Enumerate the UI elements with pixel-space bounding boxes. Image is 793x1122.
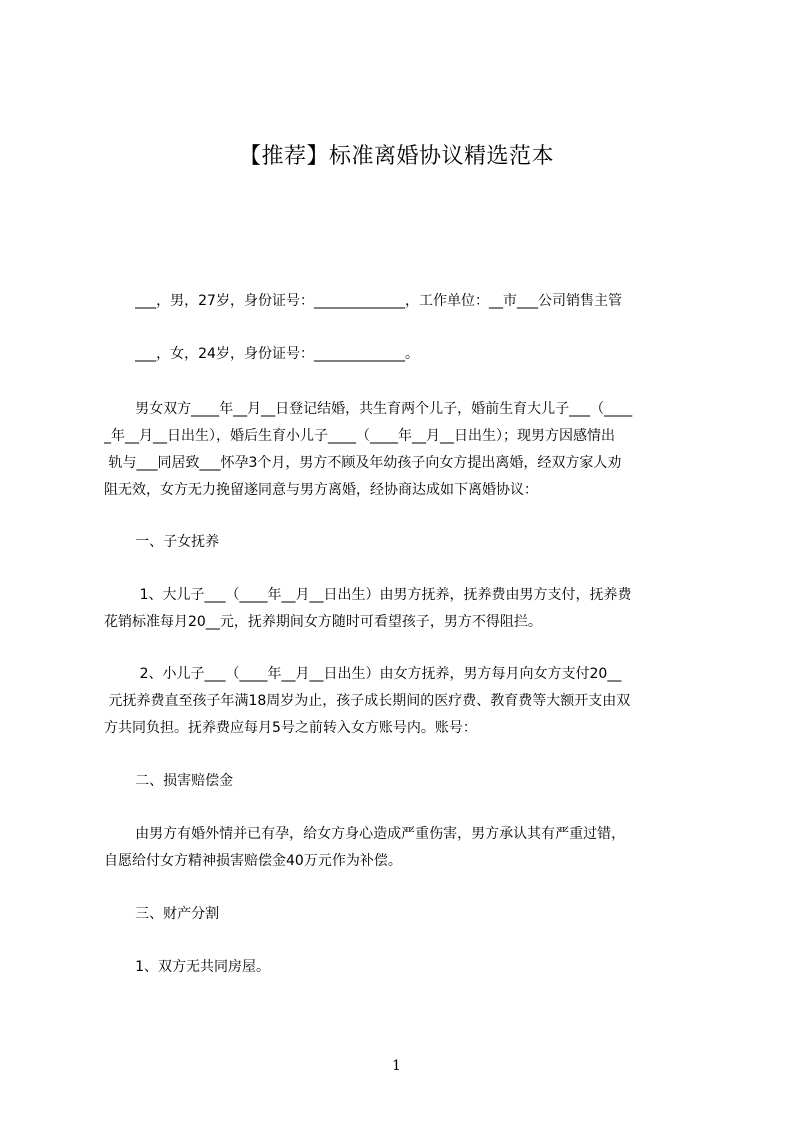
clause-2-line-3: 方共同负担。抚养费应每月5号之前转入女方账号内。账号： [104,720,477,736]
clause-1-line-2: 花销标准每月20__元，抚养期间女方随时可看望孩子，男方不得阻拦。 [104,614,542,630]
background-paragraph-line-4: 阻无效，女方无力挽留遂同意与男方离婚，经协商达成如下离婚协议： [104,482,538,498]
background-paragraph-line-3: 轨与___同居致___怀孕3个月，男方不顾及年幼孩子向女方提出离婚，经双方家人劝 [104,455,622,471]
clause-2-line-2: 元抚养费直至孩子年满18周岁为止，孩子成长期间的医疗费、教育费等大额开支由双 [104,693,631,709]
property-clause-1: 1、双方无共同房屋。 [104,959,271,975]
document-title: 【推荐】标准离婚协议精选范本 [238,144,554,169]
section-heading-child-support: 一、子女抚养 [104,534,220,550]
background-paragraph-line-1: 男女双方____年__月__日登记结婚，共生育两个儿子，婚前生育大儿子___（____ [104,401,633,417]
section-heading-damages: 二、损害赔偿金 [104,773,234,789]
damages-paragraph-line-2: 自愿给付女方精神损害赔偿金40万元作为补偿。 [104,853,402,869]
clause-2-line-1: 2、小儿子___（____年__月__日出生）由女方抚养，男方每月向女方支付20__ [104,666,622,682]
section-heading-property: 三、财产分割 [104,906,220,922]
page-number: 1 [392,1058,401,1074]
background-paragraph-line-2: _年__月__日出生），婚后生育小儿子____（____年__月__日出生）；现男方因感情出 [104,428,615,444]
party-male-line: ___，男，27岁，身份证号：_____________，工作单位：__市___公司销售主管 [104,293,622,309]
damages-paragraph-line-1: 由男方有婚外情并已有孕，给女方身心造成严重伤害，男方承认其有严重过错， [104,826,626,842]
clause-1-line-1: 1、大儿子___（____年__月__日出生）由男方抚养，抚养费由男方支付，抚养费 [104,587,632,603]
party-female-line: ___，女，24岁，身份证号：_____________。 [104,346,419,362]
